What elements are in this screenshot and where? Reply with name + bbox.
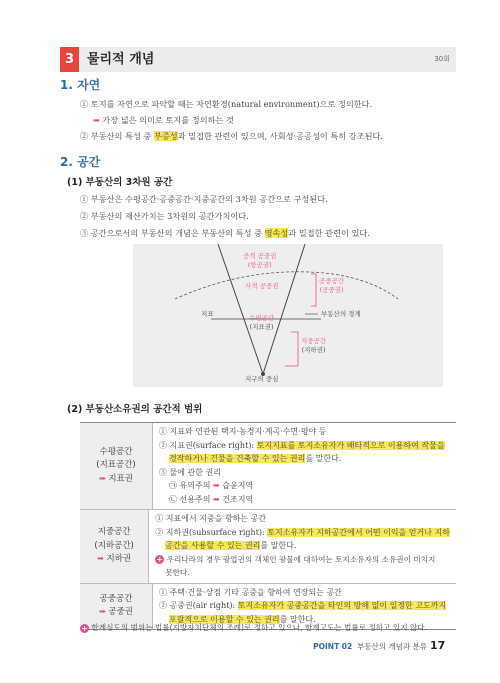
- page-number: 17: [430, 639, 446, 652]
- page-footer: POINT 02 부동산의 개념과 분류: [313, 642, 427, 651]
- table-row: [80, 510, 456, 584]
- row-label-subsurface: 지중공간 (지하공간) ➡ 지하권: [80, 510, 149, 583]
- arrow-icon: ➡: [97, 553, 104, 563]
- ownership-range-table: [80, 422, 456, 630]
- arrow-icon: ➡: [213, 494, 220, 504]
- label-boundary: 부동산의 경계: [321, 310, 361, 318]
- heading-ownership-range: (2) 부동산소유권의 공간적 범위: [67, 404, 203, 415]
- footnote: + 한계심도의 범위는 법률(지방자치단체의 조례)로 정하고 있으나, 한계고도는 법률로 정하고 있지 않다.: [81, 623, 428, 633]
- row-content-horizontal: ① 지표와 연관된 택지·농경지·계곡·수면·평야 등 ② 지표권(surface right): 토지지표를 토지소유자가 배타적으로 이용하여 작물을 경작하거나 건물을 건축할 수 있는 권리를 말한다. ③ 물에 관한 권리 ㉠ 유역주의 ➡ 습윤지역 ㉡ 선용주의 ➡ 건조지역: [159, 427, 445, 504]
- label-subsurface: 지중공간 (지하권): [301, 337, 327, 354]
- nature-line-3: ② 부동산의 특성 중 부증성과 밀접한 관련이 있으며, 사회성·공공성이 특히 강조된다.: [80, 131, 384, 141]
- plus-icon: +: [81, 623, 88, 633]
- arrow-icon: ➡: [98, 607, 106, 617]
- table-row: [80, 423, 456, 510]
- heading-3d-space: (1) 부동산의 3차원 공간: [67, 177, 173, 188]
- label-airspace: 공중공간 (공중권): [319, 277, 345, 294]
- row-label-airspace: 공중공간 ➡ 공중권: [80, 584, 153, 630]
- label-public-airspace: 공적 공중권 (항공권): [243, 252, 277, 269]
- arrow-icon: ➡: [98, 473, 106, 483]
- row-label-horizontal: 수평공간 (지표공간) ➡ 지표권: [80, 423, 153, 509]
- three-dimensional-space-diagram: [133, 244, 443, 387]
- heading-nature: 1. 자연: [60, 78, 101, 92]
- row-content-subsurface: ① 지표에서 지중을 향하는 공간 ② 지하권(subsurface right): 토지소유자가 지하공간에서 어떤 이익을 얻거나 지하 공간을 사용할 수 있는 권리를 말한다. + 우리나라의 경우 광업권의 객체인 광물에 대하여는 토지소유자의 소유권이 미치지 못한다.: [155, 514, 450, 577]
- label-surface: 지표: [201, 310, 214, 318]
- nature-line-1: ① 토지를 자연으로 파악할 때는 자연환경(natural environment)으로 정의한다.: [80, 99, 373, 109]
- space-line-2: ② 부동산의 재산가치는 3차원의 공간가치이다.: [80, 211, 249, 221]
- subsurface-bracket: [285, 332, 298, 366]
- row-content-airspace: ① 주택·건물·상점 기타 공중을 향하여 연장되는 공간 ② 공중권(air right): 토지소유자가 공중공간을 타인의 방해 없이 일정한 고도까지 포괄적으로 이용할 수 있는 권리를 말한다.: [159, 587, 447, 624]
- airspace-limit-arc: [175, 272, 398, 299]
- space-line-3: ③ 공간으로서의 부동산의 개념은 부동산의 특성 중 영속성과 밀접한 관련이 있다.: [80, 228, 370, 238]
- section-title: 물리적 개념: [87, 52, 155, 67]
- space-line-1: ① 부동산은 수평공간·공중공간·지중공간의 3차원 공간으로 구성된다.: [80, 194, 328, 204]
- section-header: [60, 47, 456, 72]
- section-number: 3: [60, 47, 79, 72]
- heading-space: 2. 공간: [60, 155, 101, 169]
- label-earth-center: 지구의 중심: [245, 375, 279, 383]
- arrow-icon: ➡: [213, 481, 220, 490]
- label-private-airspace: 사적 공중권: [245, 282, 279, 290]
- diagram-drawing: [133, 244, 443, 387]
- label-horizontal-space: 수평공간 (지표권): [249, 314, 275, 331]
- airspace-bracket: [311, 274, 316, 306]
- arrow-icon: ➡: [93, 116, 100, 125]
- nature-line-2: ➡ 가장 넓은 의미로 토지를 정의하는 것: [93, 115, 234, 125]
- plus-icon: +: [156, 555, 164, 564]
- exam-frequency: 30회: [434, 55, 450, 63]
